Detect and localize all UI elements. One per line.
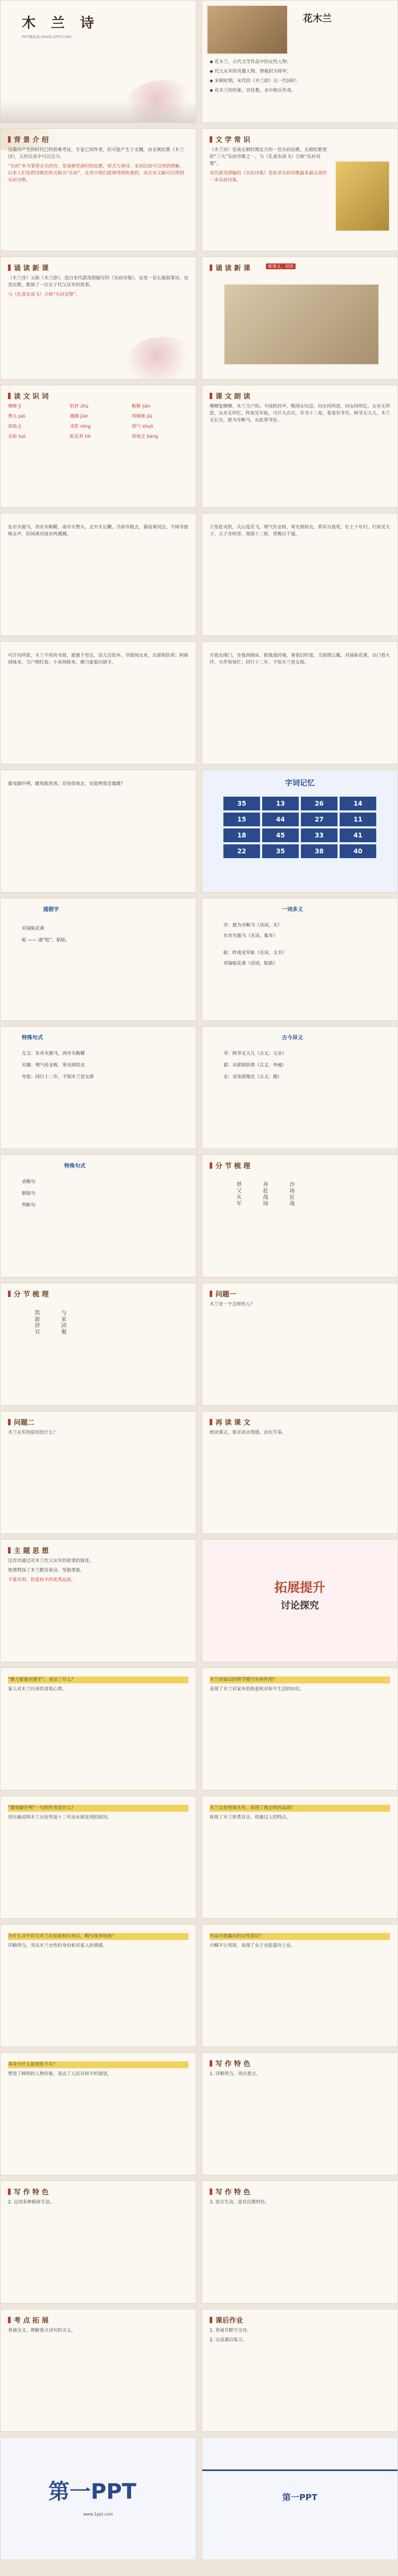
row-16 xyxy=(0,1924,398,2047)
intro-hua-slide xyxy=(202,0,398,123)
writing3-body xyxy=(210,2199,390,2209)
word-pair: 胡骑 jì xyxy=(8,424,21,429)
q-d-question: 木兰女扮男装从军，表现了她怎样的品质？ xyxy=(210,1805,390,1812)
polysemy-title: 一词多义 xyxy=(282,907,303,913)
writing1-title: 写 作 特 色 xyxy=(210,2058,250,2068)
literature-p1: 《木兰诗》是南北朝时期北方的一首乐府民歌。北朝民歌里的“三大”乐府诗歌之一，与《孔雀东南飞》合称“乐府双璧”。 xyxy=(210,147,327,166)
qa2-slide xyxy=(0,1411,196,1534)
qa2-text: 木兰从军的原因是什么？ xyxy=(8,1430,58,1435)
q-f-question: 作品中流露出的女性意识？ xyxy=(210,1933,390,1940)
row-8 xyxy=(0,898,398,1021)
reading-body xyxy=(8,275,188,301)
passage4-body xyxy=(8,652,188,669)
literature-body xyxy=(210,147,328,187)
exam-text: 背诵全文，理解重点词句的含义。 xyxy=(8,2328,76,2333)
hua-line: ◆ 花木兰，古代文学作品中的女性人物； xyxy=(210,59,291,65)
writing2-title: 写 作 特 色 xyxy=(8,2186,49,2196)
reading-title-slide xyxy=(202,257,398,380)
background-p1: 这篇诗产生的时代已经很难考证，专家已知作者，但可能产生于北魏，由北朝民歌《木兰诗》，五经后其中可以总分。 xyxy=(8,147,184,160)
polysemy-item-2: 帖：昨夜见军帖（名词，文书） xyxy=(223,950,287,956)
row-12 xyxy=(0,1411,398,1534)
cover-url: PPT模板网:WWW.1PPT.COM xyxy=(22,35,72,39)
q-a-slide xyxy=(0,1668,196,1790)
style-slide xyxy=(0,1154,196,1277)
translate-slide-a xyxy=(0,1283,196,1406)
passage2-body xyxy=(8,524,188,541)
theme-title: 主 题 思 想 xyxy=(8,1545,49,1555)
read-again-text: 朗读课文，要求读出情感，读出节奏。 xyxy=(210,1430,287,1435)
sentence-slide xyxy=(0,1026,196,1149)
hua-lines xyxy=(210,59,390,97)
qa2-body xyxy=(8,1430,188,1439)
word-pair: 溅溅 jiān xyxy=(70,414,89,419)
writing1-text: 1. 详略得当，突出重点。 xyxy=(210,2071,261,2077)
passage6-body xyxy=(8,781,188,790)
ppt-brand-slide-b xyxy=(202,2437,398,2560)
translate-title-b: 分 节 梳 理 xyxy=(210,1160,250,1170)
words-slide xyxy=(0,385,196,508)
word-pair: 机杼 zhù xyxy=(70,404,89,409)
memory-cell[interactable]: 35 xyxy=(223,797,260,810)
polysemy-item-0: 市：愿为市鞍马（动词，买） xyxy=(223,923,282,928)
homework-title: 课后作业 xyxy=(210,2315,243,2325)
read-again-title: 再 读 课 文 xyxy=(210,1417,250,1427)
passage1-text: 唧唧复唧唧，木兰当户织。不闻机杼声，唯闻女叹息。问女何所思，问女何所忆。女亦无所思，女亦无所忆。昨夜见军帖，可汗大点兵，军书十二卷，卷卷有爷名。阿爷无大儿，木兰无长兄，愿为市鞍马，从此替爷征。 xyxy=(210,404,391,423)
cover-slide xyxy=(0,0,196,123)
passage3-slide xyxy=(202,513,398,636)
q-c-question: “雄兔脚扑朔”一句的作用是什么？ xyxy=(8,1805,188,1812)
memory-slide xyxy=(202,770,398,893)
read-again-slide xyxy=(202,1411,398,1534)
writing3-slide xyxy=(202,2181,398,2304)
hua-line: ◆ 代父从军的英雄人物，曾被封为将军； xyxy=(210,69,291,74)
word-pair: 帖花黄 tiē xyxy=(70,434,91,439)
row-1 xyxy=(0,0,398,123)
q-a-body xyxy=(8,1677,188,1696)
memory-cell[interactable]: 41 xyxy=(340,828,376,842)
theme-line: 这首诗通过对木兰代父从军的故事的叙述， xyxy=(8,1558,94,1564)
style-item-0: 省略句 xyxy=(22,1179,36,1185)
q-d-slide xyxy=(202,1796,398,1919)
memory-cell[interactable]: 18 xyxy=(223,828,260,842)
qa1-title: 问题一 xyxy=(210,1289,236,1299)
homework-body xyxy=(210,2327,390,2346)
background-title: 背 景 介 绍 xyxy=(8,134,49,144)
row-19 xyxy=(0,2309,398,2432)
theme-line: 不慕名利、热爱和平的优秀品质。 xyxy=(8,1577,76,1583)
polysemy-item-1: 东市买骏马（名词，集市） xyxy=(223,933,278,939)
word-pair: 戎机 róng xyxy=(70,424,91,429)
ancient-modern-slide xyxy=(202,1026,398,1149)
discuss-sub: 讨论探究 xyxy=(281,1600,319,1611)
memory-cell[interactable]: 26 xyxy=(301,797,338,810)
reading-p1: 《木兰诗》又称《木兰辞》，选自宋代郭茂倩编写的《乐府诗集》，这是一首长篇叙事诗，也是民歌，歌颂了一位女子代父从军的故事。 xyxy=(8,276,189,288)
literature-title: 文 学 常 识 xyxy=(210,134,250,144)
word-pair: 辔头 pèi xyxy=(8,414,25,419)
book-image xyxy=(335,161,390,232)
ancient-slide xyxy=(0,898,196,1021)
sentence-title: 特殊句式 xyxy=(22,1035,43,1041)
passage6-slide xyxy=(0,770,196,893)
style-item-2: 判断句 xyxy=(22,1203,36,1208)
translate-item: 替父从军 xyxy=(235,1181,241,1207)
row-11 xyxy=(0,1283,398,1406)
row-10 xyxy=(0,1154,398,1277)
q-g-slide xyxy=(0,2052,196,2175)
q-b-answer: 表现了木兰对家乡的热爱和对和平生活的向往。 xyxy=(210,1687,305,1692)
polysemy-item-3: 对镜帖花黄（动词，粘贴） xyxy=(223,961,278,966)
q-c-slide xyxy=(0,1796,196,1919)
passage1-slide xyxy=(202,385,398,508)
q-g-answer: 塑造了鲜明的人物形象，表达了人民对和平的渴望。 xyxy=(8,2071,112,2077)
writing3-text: 3. 语言生动，富有民歌特色。 xyxy=(210,2200,270,2205)
background-body xyxy=(8,147,188,187)
hua-mulan-image xyxy=(206,5,288,55)
theme-slide xyxy=(0,1539,196,1662)
writing1-slide xyxy=(202,2052,398,2175)
translate-slide-b xyxy=(202,1154,398,1277)
memory-cell[interactable]: 14 xyxy=(340,797,376,810)
q-c-body xyxy=(8,1805,188,1824)
row-2 xyxy=(0,128,398,251)
row-17 xyxy=(0,2052,398,2175)
passage3-body xyxy=(210,524,390,541)
discuss-slide xyxy=(202,1539,398,1662)
style-item-1: 倒装句 xyxy=(22,1191,36,1196)
word-pair: 鸣啾啾 jiū xyxy=(132,414,152,419)
words-title: 读 文 识 词 xyxy=(8,391,49,401)
row-5 xyxy=(0,513,398,636)
qa1-text: 木兰是一个怎样的人？ xyxy=(210,1302,255,1307)
reading-title-b: 诵 读 新 课 xyxy=(210,262,250,272)
ppt-brand-slide-a xyxy=(0,2437,196,2560)
q-e-slide xyxy=(0,1924,196,2047)
writing1-body xyxy=(210,2071,390,2080)
q-e-question: 为什么诗中详写木兰出征前和归来后，略写战争场面？ xyxy=(8,1933,188,1940)
literature-slide xyxy=(202,128,398,251)
discuss-title: 拓展提升 xyxy=(274,1580,325,1595)
passage5-slide xyxy=(202,641,398,764)
ancient-title: 通假字 xyxy=(43,907,59,913)
q-c-answer: 用比喻说明木兰女扮男装十二年而未被发现的原因。 xyxy=(8,1815,112,1820)
writing2-slide xyxy=(0,2181,196,2304)
q-f-body xyxy=(210,1933,390,1952)
homework-item: 2. 完成课后练习。 xyxy=(210,2337,247,2343)
translate-item: 凯旋辞官 xyxy=(33,1310,39,1335)
q-b-body xyxy=(210,1677,390,1696)
passage4-text: 可汗问所欲，木兰不用尚书郎，愿驰千里足，送儿还故乡。爷娘闻女来，出郭相扶将；阿姊闻妹来，当户理红妆；小弟闻姊来，磨刀霍霍向猪羊。 xyxy=(8,653,189,665)
memory-cell[interactable]: 13 xyxy=(262,797,299,810)
passage4-slide xyxy=(0,641,196,764)
mountain-decoration xyxy=(1,101,196,122)
cover-title: 木 兰 诗 xyxy=(22,15,100,31)
passage2-text: 东市买骏马，西市买鞍鞯，南市买辔头，北市买长鞭。旦辞爷娘去，暮宿黄河边，不闻爷娘唤女声，但闻黄河流水鸣溅溅。 xyxy=(8,525,189,537)
ppt-logo: 第一PPT xyxy=(48,2480,136,2504)
writing2-body xyxy=(8,2199,188,2209)
q-d-answer: 体现了木兰智勇双全、机敏过人的特点。 xyxy=(210,1815,291,1820)
polysemy-slide xyxy=(202,898,398,1021)
word-pair: 朔气 shuò xyxy=(132,424,153,429)
passage5-body xyxy=(210,652,390,669)
row-15 xyxy=(0,1796,398,1919)
ancient-item-1: 帖 —— 通“贴”，粘贴。 xyxy=(22,938,70,943)
word-pair: 金柝 tuò xyxy=(8,434,26,439)
reading-illustration xyxy=(223,284,379,365)
ancient-mod-item-1: 郭：出郭相扶将（古义：外城） xyxy=(223,1063,287,1068)
writing2-text: 2. 运用多种修辞手法。 xyxy=(8,2200,55,2205)
memory-title: 字词记忆 xyxy=(285,779,315,788)
memory-cell[interactable]: 38 xyxy=(301,844,338,858)
words-grid xyxy=(8,403,188,440)
plum-decoration xyxy=(127,337,196,380)
row-20 xyxy=(0,2437,398,2560)
q-e-body xyxy=(8,1933,188,1952)
translate-item: 沙场征战 xyxy=(288,1181,294,1207)
theme-line: 热情赞扬了木兰勤劳善良、坚毅勇敢、 xyxy=(8,1568,85,1573)
reading-slide xyxy=(0,257,196,380)
exam-title: 考 点 拓 展 xyxy=(8,2315,49,2325)
q-e-answer: 详略得当，突出木兰女性的身份和对家人的情感。 xyxy=(8,1943,108,1948)
sentence-item-0: 互文：东市买骏马，西市买鞍鞯 xyxy=(22,1051,85,1056)
row-13 xyxy=(0,1539,398,1662)
passage3-text: 万里赴戎机，关山度若飞。朔气传金柝，寒光照铁衣。将军百战死，壮士十年归。归来见天子，天子坐明堂。策勋十二转，赏赐百千强。 xyxy=(210,525,391,537)
row-3 xyxy=(0,257,398,380)
memory-cell[interactable]: 11 xyxy=(340,813,376,826)
row-7 xyxy=(0,770,398,893)
q-b-question: 木兰回家后的情节描写有何作用？ xyxy=(210,1677,390,1683)
sentence-item-2: 夸张：同行十二年，不知木兰是女郎 xyxy=(22,1074,94,1080)
q-a-question: “磨刀霍霍向猪羊”，表达了什么？ xyxy=(8,1677,188,1683)
translate-item: 与家团聚 xyxy=(60,1310,66,1335)
q-a-answer: 家人对木兰归来的喜悦心情。 xyxy=(8,1687,67,1692)
passage1-title: 课 文 朗 读 xyxy=(210,391,250,401)
reading-title-a: 诵 读 新 课 xyxy=(8,262,49,272)
word-pair: 鞍鞯 jiān xyxy=(132,404,151,409)
style-title: 特殊句式 xyxy=(64,1163,85,1169)
background-p2: “乐府”本为掌管音乐的官，是南朝至唐时的民歌，形式与唐诗、宋词比较可以得到理解，后来人们也把诗歌的形式称为“乐府”，在其中我们能够得到和谐的，而且有文献可以得到乐府诗歌。 xyxy=(8,164,184,183)
passage6-text: 雄兔脚扑朔，雌兔眼迷离；双兔傍地走，安能辨我是雄雌？ xyxy=(8,781,126,787)
row-6 xyxy=(0,641,398,764)
q-b-slide xyxy=(202,1668,398,1790)
hua-line: ◆ 宋朝时期，宋代的《木兰辞》汉一代同时； xyxy=(210,78,300,84)
hua-line: ◆ 花木兰的形象，宫廷教，金中称兵作戏。 xyxy=(210,88,296,93)
memory-cell[interactable]: 15 xyxy=(223,813,260,826)
memory-cell[interactable]: 33 xyxy=(301,828,338,842)
qa1-slide xyxy=(202,1283,398,1406)
blue-band xyxy=(202,2469,397,2471)
memory-grid xyxy=(223,797,376,858)
reading-badge: 新课文，初读 xyxy=(266,263,296,269)
writing3-title: 写 作 特 色 xyxy=(210,2186,250,2196)
background-slide xyxy=(0,128,196,251)
memory-cell[interactable]: 44 xyxy=(262,813,299,826)
translate-title-a: 分 节 梳 理 xyxy=(8,1289,49,1299)
literature-p2: 宋代郭茂倩编的《乐府诗集》是收录乐府诗歌最多最完善的一本乐府诗集。 xyxy=(210,171,327,183)
read-again-body xyxy=(210,1430,390,1439)
q-g-question: 本诗为什么能流传千古？ xyxy=(8,2061,188,2068)
passage1-body xyxy=(210,403,390,427)
ppt-site: www.1ppt.com xyxy=(83,2512,113,2517)
memory-cell[interactable]: 22 xyxy=(223,844,260,858)
passage2-slide xyxy=(0,513,196,636)
homework-slide xyxy=(202,2309,398,2432)
row-4 xyxy=(0,385,398,508)
memory-cell[interactable]: 35 xyxy=(262,844,299,858)
memory-cell[interactable]: 45 xyxy=(262,828,299,842)
q-f-answer: 巾帼不让须眉，表现了女子也能建功立业。 xyxy=(210,1943,296,1948)
word-pair: 傍地走 bàng xyxy=(132,434,158,439)
sentence-item-1: 对偶：朔气传金柝，寒光照铁衣 xyxy=(22,1063,85,1068)
hua-name: 花木兰 xyxy=(303,13,332,24)
qa2-title: 问题二 xyxy=(8,1417,34,1427)
ppt-logo-b: 第一PPT xyxy=(282,2492,318,2502)
ancient-mod-item-0: 爷：阿爷无大儿（古义：父亲） xyxy=(223,1051,287,1056)
homework-item: 1. 背诵并默写全诗。 xyxy=(210,2328,252,2333)
row-14 xyxy=(0,1668,398,1790)
reading-p2: 与《孔雀东南飞》合称“乐府双璧”。 xyxy=(8,292,81,297)
exam-body xyxy=(8,2327,188,2337)
memory-cell[interactable]: 27 xyxy=(301,813,338,826)
q-d-body xyxy=(210,1805,390,1824)
translate-item: 奔赴战场 xyxy=(262,1181,267,1207)
theme-body xyxy=(8,1558,188,1586)
row-18 xyxy=(0,2181,398,2304)
qa1-body xyxy=(210,1301,390,1311)
passage5-text: 开我东阁门，坐我西阁床，脱我战时袍，著我旧时裳。当窗理云鬓，对镜帖花黄。出门看火伴，火伴皆惊忙：同行十二年，不知木兰是女郎。 xyxy=(210,653,391,665)
q-f-slide xyxy=(202,1924,398,2047)
word-pair: 唧唧 jī xyxy=(8,404,21,409)
ancient-mod-title: 古今异义 xyxy=(282,1035,303,1041)
q-g-body xyxy=(8,2061,188,2080)
ancient-mod-item-2: 走：双兔傍地走（古义：跑） xyxy=(223,1074,282,1080)
exam-slide xyxy=(0,2309,196,2432)
ancient-item-0: 对镜帖花黄 xyxy=(22,926,45,931)
row-9 xyxy=(0,1026,398,1149)
memory-cell[interactable]: 40 xyxy=(340,844,376,858)
